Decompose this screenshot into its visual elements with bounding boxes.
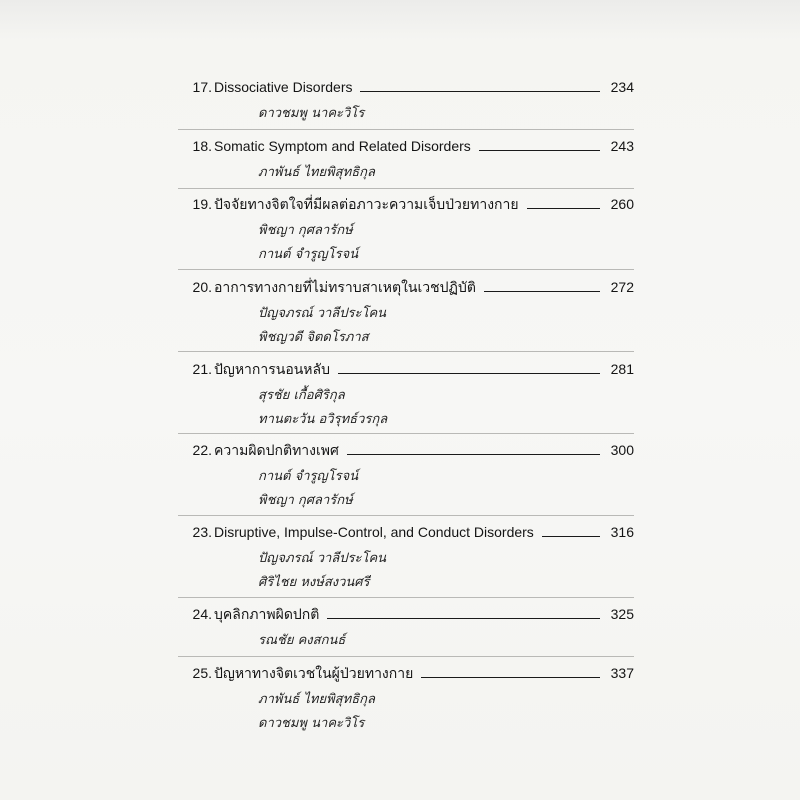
leader-line	[360, 90, 600, 92]
entry-number: 23.	[192, 524, 212, 540]
entry-page-number: 243	[610, 138, 634, 154]
entry-title: ปัญหาทางจิตเวชในผู้ป่วยทางกาย	[214, 665, 414, 681]
author-name: ทานตะวัน อวิรุทธ์วรกุล	[258, 412, 388, 427]
entry-authors	[258, 102, 364, 126]
leader-line	[542, 535, 600, 537]
author-name: ปัญจภรณ์ วาลีประโคน	[258, 306, 387, 321]
entry-title: ความผิดปกติทางเพศ	[214, 442, 339, 458]
entry-title: อาการทางกายที่ไม่ทราบสาเหตุในเวชปฏิบัติ	[214, 279, 476, 295]
entry-page-number: 272	[610, 279, 634, 295]
author-name: สุรชัย เกื้อศิริกุล	[258, 388, 345, 403]
entry-number: 25.	[192, 665, 212, 681]
entry-page-number: 337	[610, 665, 634, 681]
entry-page-number: 260	[610, 196, 634, 212]
entry-divider	[178, 269, 634, 270]
entry-divider	[178, 597, 634, 598]
leader-line	[347, 453, 600, 455]
entry-divider	[178, 188, 634, 189]
entry-page-number: 325	[610, 606, 634, 622]
entry-number: 21.	[192, 361, 212, 377]
author-name: ดาวชมพู นาคะวิโร	[258, 716, 365, 731]
entry-number: 17.	[192, 79, 212, 95]
leader-line	[479, 149, 600, 151]
author-name: พิชญา กุศลารักษ์	[258, 223, 353, 238]
entry-divider	[178, 515, 634, 516]
entry-authors	[258, 302, 386, 350]
author-name: ภาพันธ์ ไทยพิสุทธิกุล	[258, 165, 375, 180]
entry-page-number: 281	[610, 361, 634, 377]
entry-divider	[178, 433, 634, 434]
entry-number: 20.	[192, 279, 212, 295]
entry-authors	[258, 384, 387, 432]
leader-line	[327, 617, 600, 619]
entry-number: 18.	[192, 138, 212, 154]
entry-divider	[178, 351, 634, 352]
author-name: กานต์ จำรูญโรจน์	[258, 469, 359, 484]
author-name: พิชญวดี จิตดโรภาส	[258, 330, 369, 345]
entry-title: ปัญหาการนอนหลับ	[214, 361, 331, 377]
leader-line	[338, 372, 600, 374]
entry-page-number: 300	[610, 442, 634, 458]
entry-divider	[178, 129, 634, 130]
author-name: พิชญา กุศลารักษ์	[258, 493, 353, 508]
entry-authors	[258, 629, 345, 653]
author-name: ปัญจภรณ์ วาลีประโคน	[258, 551, 387, 566]
entry-authors	[258, 547, 386, 595]
entry-number: 22.	[192, 442, 212, 458]
entry-number: 19.	[192, 196, 212, 212]
author-name: ดาวชมพู นาคะวิโร	[258, 106, 365, 121]
entry-title: บุคลิกภาพผิดปกติ	[214, 606, 320, 622]
entry-title: Dissociative Disorders	[214, 79, 353, 95]
leader-line	[527, 207, 600, 209]
author-name: ภาพันธ์ ไทยพิสุทธิกุล	[258, 692, 375, 707]
entry-authors	[258, 161, 375, 185]
entry-authors	[258, 219, 358, 267]
author-name: กานต์ จำรูญโรจน์	[258, 247, 359, 262]
author-name: ศิริไชย หงษ์สงวนศรี	[258, 575, 370, 590]
leader-line	[484, 290, 600, 292]
author-name: รณชัย คงสกนธ์	[258, 633, 346, 648]
entry-divider	[178, 656, 634, 657]
entry-page-number: 316	[610, 524, 634, 540]
entry-title: Disruptive, Impulse-Control, and Conduct Disorders	[214, 524, 534, 540]
entry-title: ปัจจัยทางจิตใจที่มีผลต่อภาวะความเจ็บป่วยทางกาย	[214, 196, 519, 212]
entry-number: 24.	[192, 606, 212, 622]
entry-page-number: 234	[610, 79, 634, 95]
leader-line	[421, 676, 600, 678]
entry-authors	[258, 465, 358, 513]
entry-authors	[258, 688, 375, 736]
entry-title: Somatic Symptom and Related Disorders	[214, 138, 471, 154]
